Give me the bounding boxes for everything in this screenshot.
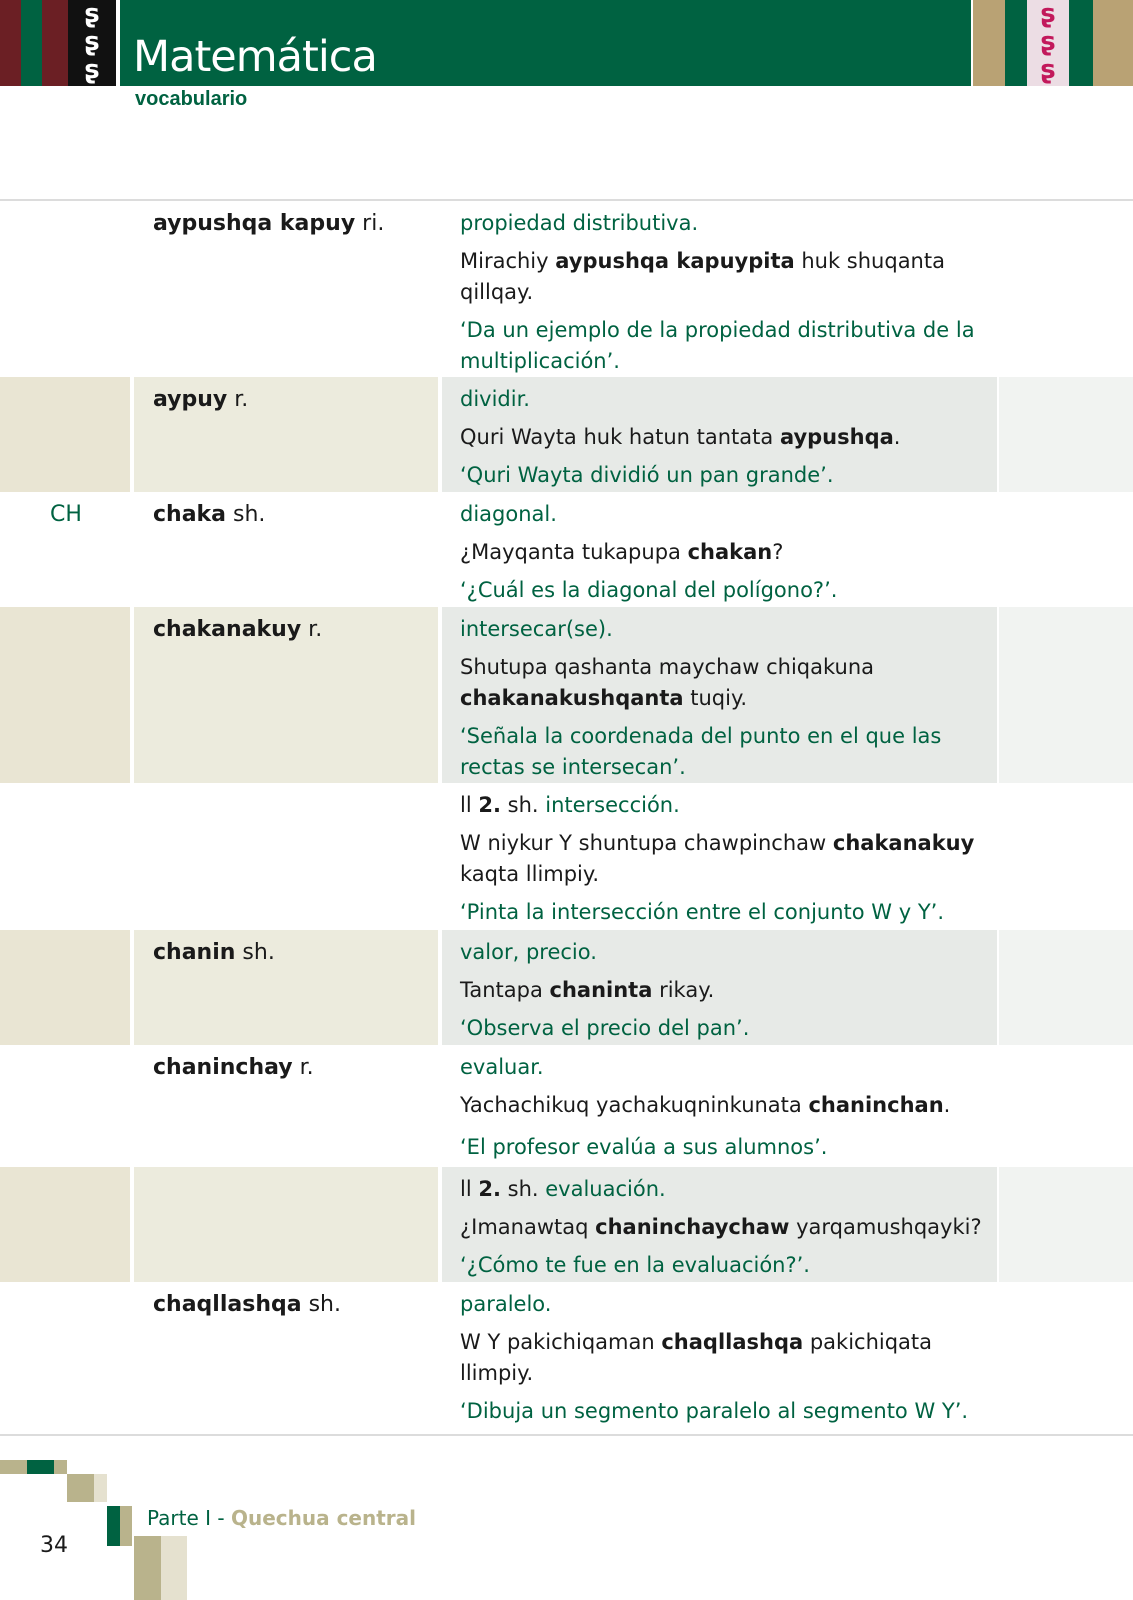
definition [460,937,990,1044]
example-sentence: Tantapa chaninta rikay. [460,978,715,1002]
definition [460,1174,990,1281]
definition [460,499,990,606]
header-stripe [21,0,42,86]
sense-line: ll 2. sh. intersección. [460,793,680,817]
example-sentence: Shutupa qashanta maychaw chiqakuna chakanakushqanta tuqiy. [460,655,874,710]
header-stripe [1005,0,1027,86]
translation: ‘Observa el precio del pan’. [460,1016,750,1040]
translation: ‘Quri Wayta dividió un pan grande’. [460,463,834,487]
translation: ‘¿Cómo te fue en la evaluación?’. [460,1253,810,1277]
example-sentence: ¿Mayqanta tukapupa chakan? [460,540,784,564]
vocab-entry [0,607,1133,783]
header-stripe [1069,0,1093,86]
example-sentence: Yachachikuq yachakuqninkunata chaninchan. [460,1093,951,1117]
translation: ‘Dibuja un segmento paralelo al segmento W Y’. [460,1399,969,1423]
section-letter: CH [50,502,82,527]
header-stripe [0,0,21,86]
vocab-entry [0,930,1133,1045]
zigzag-pattern-icon: ʂ ʂ ʂ [68,0,116,86]
page-title: Matemática [133,32,377,82]
gloss: propiedad distributiva. [460,211,699,235]
gloss: intersección. [545,793,680,817]
definition [460,1289,990,1427]
translation: ‘Pinta la intersección entre el conjunto W y Y’. [460,900,945,924]
gloss: dividir. [460,387,530,411]
definition [460,614,990,783]
headword: chanin sh. [153,940,275,965]
header-stripe [42,0,68,86]
definition [460,208,990,377]
zigzag-pattern-icon: ʂ ʂ ʂ [1027,0,1069,86]
vocab-entry [0,1282,1133,1434]
headword: chaqllashqa sh. [153,1292,341,1317]
header-stripe [1093,0,1133,86]
example-sentence: W Y pakichiqaman chaqllashqa pakichiqata llimpiy. [460,1330,933,1385]
vocab-entry [0,1167,1133,1282]
gloss: valor, precio. [460,940,597,964]
definition [460,790,990,928]
translation: ‘¿Cuál es la diagonal del polígono?’. [460,578,838,602]
headword: chaninchay r. [153,1055,314,1080]
vocab-entry [0,377,1133,492]
translation: ‘Da un ejemplo de la propiedad distributiva de la multiplicación’. [460,318,975,373]
gloss: evaluar. [460,1055,544,1079]
page-header [0,0,1133,86]
page-subtitle: vocabulario [135,88,248,110]
vocab-entry [0,783,1133,930]
gloss: intersecar(se). [460,617,613,641]
example-sentence: W niykur Y shuntupa chawpinchaw chakanakuy kaqta llimpiy. [460,831,975,886]
header-stripe [973,0,1005,86]
vocab-entry [0,201,1133,377]
translation: ‘Señala la coordenada del punto en el que las rectas se intersecan’. [460,724,942,779]
definition [460,384,990,491]
definition [460,1052,990,1163]
table-bottom-rule [0,1434,1133,1436]
vocab-entry [0,1045,1133,1167]
footer-section: Parte I - Quechua central [147,1506,417,1530]
headword: aypushqa kapuy ri. [153,211,385,236]
gloss: paralelo. [460,1292,552,1316]
gloss: diagonal. [460,502,557,526]
example-sentence: Quri Wayta huk hatun tantata aypushqa. [460,425,901,449]
example-sentence: Mirachiy aypushqa kapuypita huk shuqanta qillqay. [460,249,945,304]
sense-line: ll 2. sh. evaluación. [460,1177,666,1201]
headword: chaka sh. [153,502,266,527]
headword: chakanakuy r. [153,617,323,642]
vocab-entry [0,492,1133,607]
example-sentence: ¿Imanawtaq chaninchaychaw yarqamushqayki? [460,1215,982,1239]
page-number: 34 [40,1533,68,1558]
gloss: evaluación. [545,1177,666,1201]
translation: ‘El profesor evalúa a sus alumnos’. [460,1135,828,1159]
headword: aypuy r. [153,387,249,412]
